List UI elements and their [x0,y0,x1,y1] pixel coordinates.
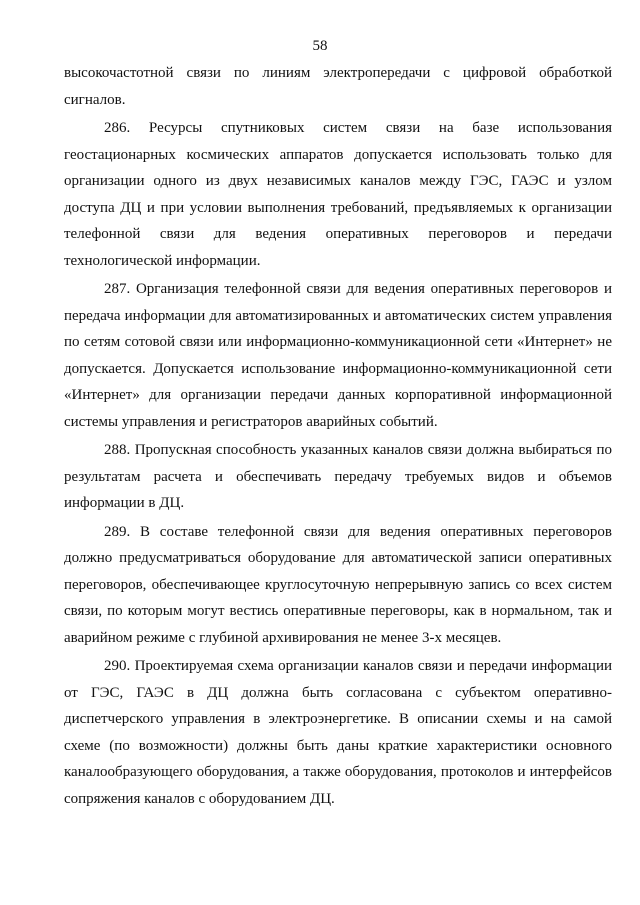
paragraph-286: 286. Ресурсы спутниковых систем связи на базе использования геостационарных космических аппаратов допускается использовать только для организации одного из двух независимых каналов между ГЭС, ГАЭС и узлом доступа ДЦ и при условии выполнения требований, предъявляемых к организации телефонной связи для ведения оперативных переговоров и передачи технологической информации. [64,120,612,269]
paragraph-288: 288. Пропускная способность указанных каналов связи должна выбираться по результатам расчета и обеспечивать передачу требуемых видов и объемов информации в ДЦ. [64,442,612,511]
paragraph-287: 287. Организация телефонной связи для ведения оперативных переговоров и передача информации для автоматизированных и автоматических систем управления по сетям сотовой связи или информационно-коммуникационной сети «Интернет» не допускается. Допускается использование информационно-коммуникационной сети «Интернет» для организации передачи данных корпоративной информационной системы управления и регистраторов аварийных событий. [64,281,612,430]
paragraph-continuation: высокочастотной связи по линиям электропередачи с цифровой обработкой сигналов. [64,65,612,108]
page-number: 58 [312,38,328,54]
document-body [64,60,612,814]
paragraph-290: 290. Проектируемая схема организации каналов связи и передачи информации от ГЭС, ГАЭС в ДЦ должна быть согласована с субъектом оперативно-диспетчерского управления в электроэнергетике. В описании схемы и на самой схеме (по возможности) должны быть даны краткие характеристики основного каналообразующего оборудования, а также оборудования, протоколов и интерфейсов сопряжения каналов с оборудованием ДЦ. [64,658,612,807]
paragraph-289: 289. В составе телефонной связи для ведения оперативных переговоров должно предусматриваться оборудование для автоматической записи оперативных переговоров, обеспечивающее круглосуточную непрерывную запись со всех систем связи, по которым могут вестись оперативные переговоры, как в нормальном, так и аварийном режиме с глубиной архивирования не менее 3-х месяцев. [64,523,612,646]
